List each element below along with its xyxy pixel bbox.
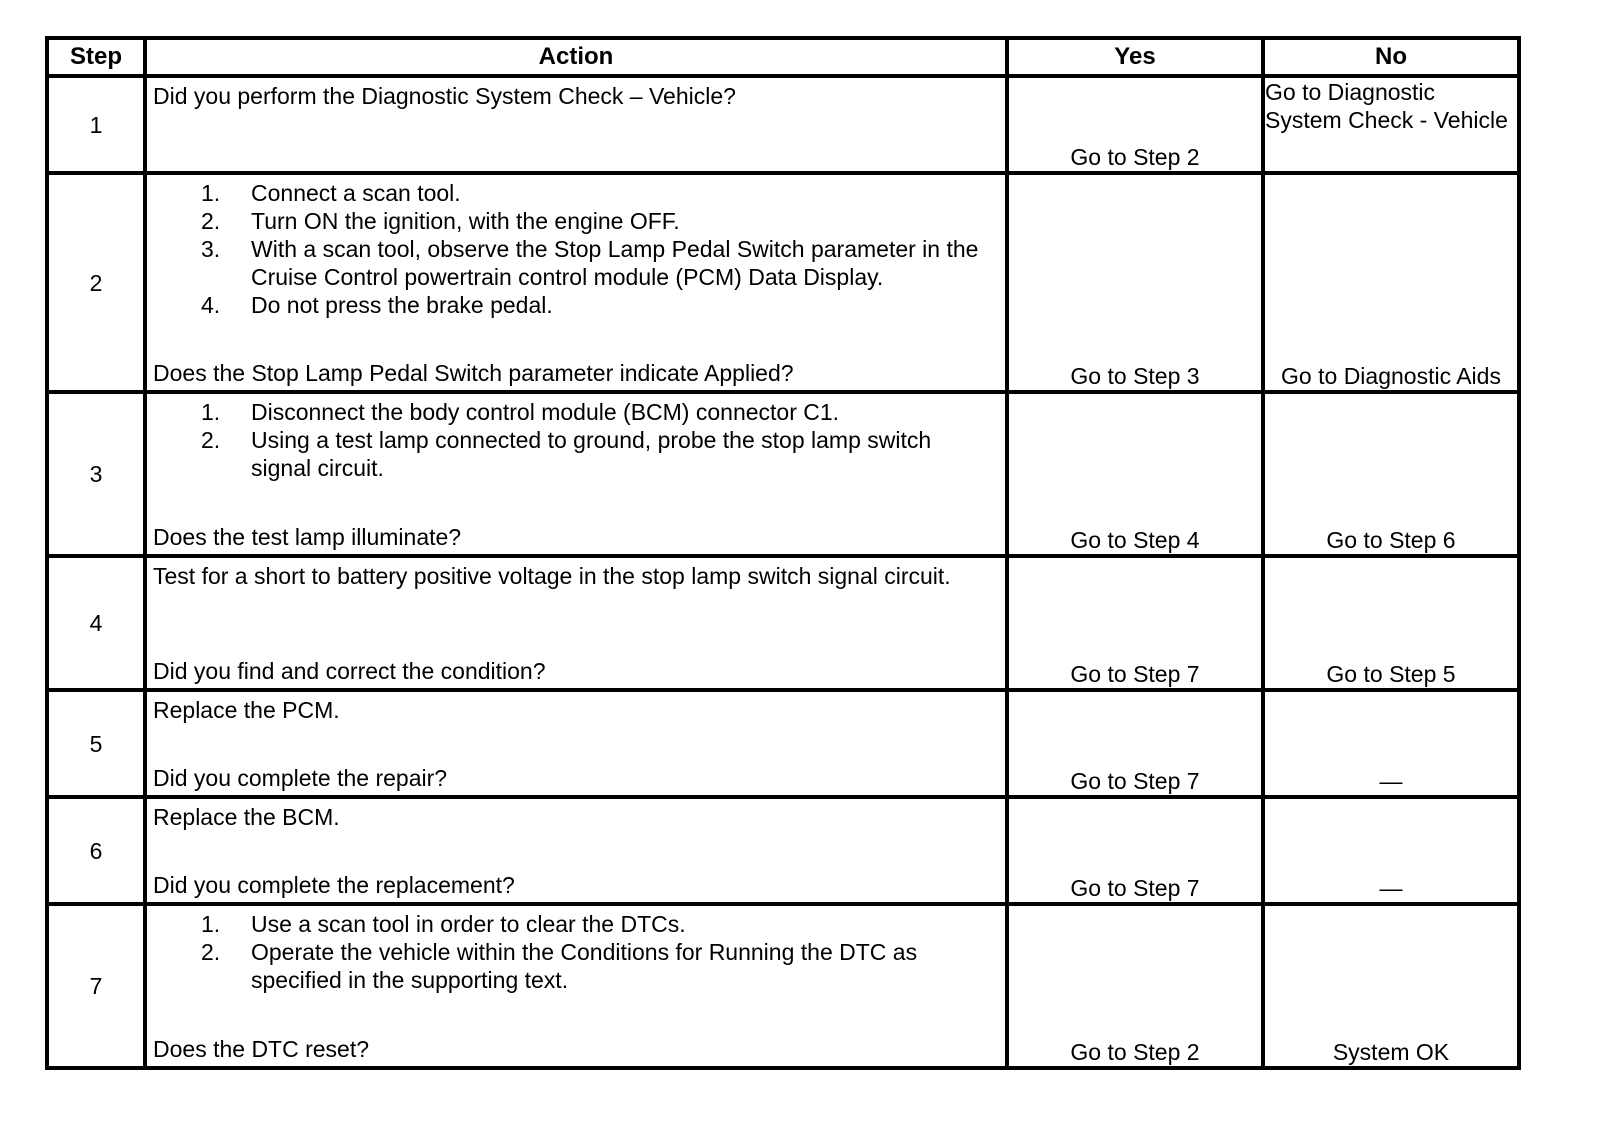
list-item: 2. Using a test lamp connected to ground, probe the stop lamp switch signal circuit. bbox=[201, 427, 932, 481]
yes-cell: Go to Step 2 bbox=[1007, 904, 1263, 1068]
list-item: 1. Connect a scan tool. bbox=[201, 180, 461, 206]
list-item: 3. With a scan tool, observe the Stop Lamp Pedal Switch parameter in the Cruise Control powertrain control module (PCM) Data Display. bbox=[201, 236, 979, 290]
no-cell: Go to Step 5 bbox=[1263, 556, 1519, 690]
yes-cell: Go to Step 7 bbox=[1007, 690, 1263, 797]
action-cell bbox=[145, 556, 1007, 690]
action-question: Does the test lamp illuminate? bbox=[153, 524, 462, 550]
table-row-step-5 bbox=[47, 690, 1519, 797]
table-row-step-3 bbox=[47, 392, 1519, 556]
action-question: Did you find and correct the condition? bbox=[153, 658, 546, 684]
diagnostic-table bbox=[45, 36, 1521, 1070]
yes-cell: Go to Step 7 bbox=[1007, 797, 1263, 904]
step-number: 4 bbox=[47, 556, 145, 690]
no-cell: Go to Diagnostic Aids bbox=[1263, 173, 1519, 392]
step-number: 7 bbox=[47, 904, 145, 1068]
action-text: Replace the PCM. bbox=[153, 697, 340, 723]
no-cell: Go to Diagnostic System Check - Vehicle bbox=[1263, 76, 1519, 173]
list-item: 2. Turn ON the ignition, with the engine OFF. bbox=[201, 208, 680, 234]
yes-cell: Go to Step 7 bbox=[1007, 556, 1263, 690]
table-row-step-2 bbox=[47, 173, 1519, 392]
yes-cell: Go to Step 4 bbox=[1007, 392, 1263, 556]
no-cell: Go to Step 6 bbox=[1263, 392, 1519, 556]
step-number: 1 bbox=[47, 76, 145, 173]
yes-cell: Go to Step 3 bbox=[1007, 173, 1263, 392]
step-number: 3 bbox=[47, 392, 145, 556]
action-question: Does the DTC reset? bbox=[153, 1036, 370, 1062]
list-item: 1. Disconnect the body control module (BCM) connector C1. bbox=[201, 399, 840, 425]
table-row-step-6 bbox=[47, 797, 1519, 904]
list-item: 2. Operate the vehicle within the Conditions for Running the DTC as specified in the supporting text. bbox=[201, 939, 918, 993]
step-number: 2 bbox=[47, 173, 145, 392]
step-number: 6 bbox=[47, 797, 145, 904]
header-step: Step bbox=[47, 38, 145, 76]
action-cell bbox=[145, 76, 1007, 173]
action-cell bbox=[145, 173, 1007, 392]
action-cell bbox=[145, 392, 1007, 556]
no-cell: — bbox=[1263, 797, 1519, 904]
header-no: No bbox=[1263, 38, 1519, 76]
action-steps-list bbox=[153, 398, 995, 482]
action-cell bbox=[145, 904, 1007, 1068]
action-question: Did you complete the replacement? bbox=[153, 872, 515, 898]
no-cell: System OK bbox=[1263, 904, 1519, 1068]
header-row bbox=[47, 38, 1519, 76]
action-text: Did you perform the Diagnostic System Check – Vehicle? bbox=[153, 83, 736, 109]
list-item: 4. Do not press the brake pedal. bbox=[201, 292, 553, 318]
table-row-step-7 bbox=[47, 904, 1519, 1068]
action-question: Does the Stop Lamp Pedal Switch parameter indicate Applied? bbox=[153, 360, 794, 386]
action-text: Replace the BCM. bbox=[153, 804, 340, 830]
action-question: Did you complete the repair? bbox=[153, 765, 448, 791]
list-item: 1. Use a scan tool in order to clear the DTCs. bbox=[201, 911, 686, 937]
action-cell bbox=[145, 797, 1007, 904]
header-yes: Yes bbox=[1007, 38, 1263, 76]
table-row-step-4 bbox=[47, 556, 1519, 690]
action-steps-list bbox=[153, 910, 995, 994]
action-cell bbox=[145, 690, 1007, 797]
table-row-step-1 bbox=[47, 76, 1519, 173]
header-action: Action bbox=[145, 38, 1007, 76]
action-steps-list bbox=[153, 179, 995, 319]
yes-cell: Go to Step 2 bbox=[1007, 76, 1263, 173]
action-text: Test for a short to battery positive voltage in the stop lamp switch signal circuit. bbox=[153, 563, 951, 589]
step-number: 5 bbox=[47, 690, 145, 797]
no-cell: — bbox=[1263, 690, 1519, 797]
